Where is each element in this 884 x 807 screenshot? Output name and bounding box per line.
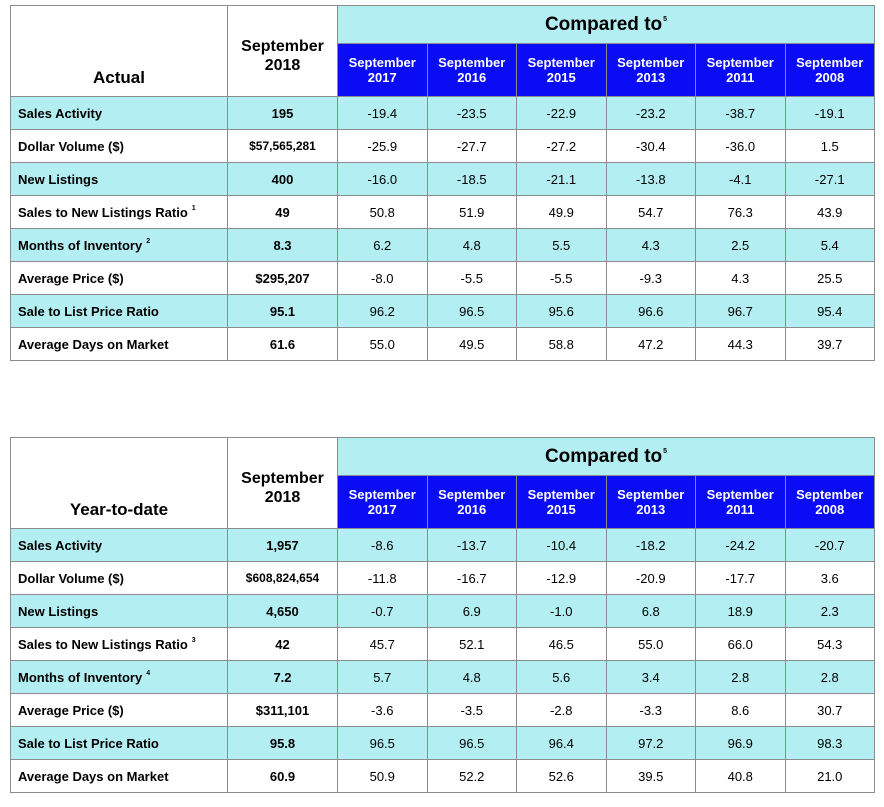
- comparison-value: 44.3: [696, 328, 786, 361]
- comparison-value: 5.5: [517, 229, 607, 262]
- table-row: [11, 529, 875, 562]
- comparison-value: -11.8: [338, 562, 428, 595]
- comparison-year: 2013: [636, 502, 666, 517]
- row-label: [11, 661, 228, 694]
- comparison-value: -17.7: [696, 562, 786, 595]
- row-label-text: Sales Activity: [18, 105, 103, 121]
- comparison-value: -27.1: [785, 163, 875, 196]
- row-label: [11, 130, 228, 163]
- comparison-value: 40.8: [696, 760, 786, 793]
- comparison-month: September: [796, 487, 864, 502]
- comparison-year: 2011: [726, 70, 755, 85]
- comparison-year-header: [517, 476, 607, 529]
- row-label-text: Months of Inventory: [18, 669, 143, 685]
- comparison-year: 2017: [367, 502, 397, 517]
- comparison-value: -20.7: [785, 529, 875, 562]
- comparison-value: -19.1: [785, 97, 875, 130]
- comparison-value: -25.9: [338, 130, 428, 163]
- comparison-month: September: [527, 487, 595, 502]
- row-label-text: New Listings: [18, 603, 99, 619]
- comparison-year-header: [517, 44, 607, 97]
- comparison-value: -38.7: [696, 97, 786, 130]
- comparison-value: 5.4: [785, 229, 875, 262]
- comparison-month: September: [527, 55, 595, 70]
- table-title: Actual: [11, 6, 228, 97]
- actual-stats-table: [10, 5, 875, 361]
- comparison-month: September: [348, 487, 416, 502]
- comparison-value: 4.8: [427, 229, 517, 262]
- comparison-value: -3.3: [606, 694, 696, 727]
- comparison-value: 95.6: [517, 295, 607, 328]
- comparison-value: 97.2: [606, 727, 696, 760]
- comparison-value: 5.6: [517, 661, 607, 694]
- current-value: 61.6: [228, 328, 338, 361]
- row-label: [11, 163, 228, 196]
- comparison-year-header: [338, 44, 428, 97]
- footnote-marker: 3: [191, 636, 196, 644]
- row-label-text: Sales to New Listings Ratio: [18, 204, 188, 220]
- row-label-text: Dollar Volume ($): [18, 138, 124, 154]
- comparison-value: -8.6: [338, 529, 428, 562]
- current-value: 42: [228, 628, 338, 661]
- current-value: 95.8: [228, 727, 338, 760]
- comparison-value: -4.1: [696, 163, 786, 196]
- comparison-value: 5.7: [338, 661, 428, 694]
- comparison-value: 3.6: [785, 562, 875, 595]
- table-row: [11, 760, 875, 793]
- footnote-marker: 5: [663, 447, 668, 455]
- header-row: [11, 6, 875, 44]
- comparison-month: September: [617, 487, 685, 502]
- comparison-value: 50.9: [338, 760, 428, 793]
- comparison-year: 2016: [457, 70, 487, 85]
- comparison-value: 76.3: [696, 196, 786, 229]
- table-row: [11, 727, 875, 760]
- comparison-value: -5.5: [427, 262, 517, 295]
- comparison-value: -20.9: [606, 562, 696, 595]
- comparison-value: 96.2: [338, 295, 428, 328]
- comparison-value: 25.5: [785, 262, 875, 295]
- comparison-value: -10.4: [517, 529, 607, 562]
- current-value: 7.2: [228, 661, 338, 694]
- footnote-marker: 5: [663, 15, 668, 23]
- comparison-value: 6.9: [427, 595, 517, 628]
- row-label-text: Months of Inventory: [18, 237, 143, 253]
- comparison-month: September: [438, 55, 506, 70]
- row-label-text: Sale to List Price Ratio: [18, 735, 159, 751]
- table-row: [11, 628, 875, 661]
- comparison-year-header: [785, 476, 875, 529]
- comparison-value: 52.6: [517, 760, 607, 793]
- current-value: 1,957: [228, 529, 338, 562]
- comparison-value: 54.3: [785, 628, 875, 661]
- table-row: [11, 694, 875, 727]
- footnote-marker: 2: [146, 237, 151, 245]
- comparison-month: September: [617, 55, 685, 70]
- comparison-value: 45.7: [338, 628, 428, 661]
- comparison-month: September: [348, 55, 416, 70]
- table-row: [11, 163, 875, 196]
- comparison-value: 96.5: [427, 295, 517, 328]
- comparison-value: 2.8: [785, 661, 875, 694]
- comparison-value: 6.2: [338, 229, 428, 262]
- current-value: 60.9: [228, 760, 338, 793]
- row-label-text: Sales to New Listings Ratio: [18, 636, 188, 652]
- current-value: $295,207: [228, 262, 338, 295]
- comparison-value: -1.0: [517, 595, 607, 628]
- header-row: [11, 438, 875, 476]
- comparison-value: 52.1: [427, 628, 517, 661]
- row-label-text: Dollar Volume ($): [18, 570, 124, 586]
- row-label: [11, 628, 228, 661]
- table-row: [11, 130, 875, 163]
- comparison-value: 30.7: [785, 694, 875, 727]
- comparison-year: 2016: [457, 502, 487, 517]
- compared-to-title: Compared to: [544, 445, 663, 467]
- table-row: [11, 595, 875, 628]
- table-row: [11, 562, 875, 595]
- current-period-header: [228, 6, 338, 97]
- comparison-value: -27.2: [517, 130, 607, 163]
- comparison-value: -3.6: [338, 694, 428, 727]
- current-value: $608,824,654: [228, 562, 338, 595]
- footnote-marker: 1: [191, 204, 196, 212]
- comparison-year: 2015: [546, 70, 576, 85]
- comparison-value: -16.7: [427, 562, 517, 595]
- comparison-year-header: [606, 44, 696, 97]
- comparison-year: 2008: [815, 70, 845, 85]
- current-period-header: [228, 438, 338, 529]
- comparison-value: -12.9: [517, 562, 607, 595]
- row-label: [11, 295, 228, 328]
- comparison-year-header: [606, 476, 696, 529]
- comparison-year-header: [696, 476, 786, 529]
- row-label: [11, 694, 228, 727]
- comparison-value: 3.4: [606, 661, 696, 694]
- comparison-value: 6.8: [606, 595, 696, 628]
- row-label: [11, 328, 228, 361]
- current-value: $57,565,281: [228, 130, 338, 163]
- table-row: [11, 262, 875, 295]
- comparison-value: -13.8: [606, 163, 696, 196]
- comparison-value: -22.9: [517, 97, 607, 130]
- comparison-value: 55.0: [606, 628, 696, 661]
- current-value: 8.3: [228, 229, 338, 262]
- comparison-value: 21.0: [785, 760, 875, 793]
- table-row: [11, 229, 875, 262]
- comparison-value: 39.7: [785, 328, 875, 361]
- comparison-value: -36.0: [696, 130, 786, 163]
- row-label: [11, 229, 228, 262]
- row-label: [11, 760, 228, 793]
- comparison-value: -9.3: [606, 262, 696, 295]
- row-label: [11, 262, 228, 295]
- row-label: [11, 562, 228, 595]
- comparison-year: 2017: [367, 70, 397, 85]
- comparison-value: 96.5: [427, 727, 517, 760]
- comparison-value: -18.5: [427, 163, 517, 196]
- table-row: [11, 97, 875, 130]
- comparison-year-header: [338, 476, 428, 529]
- comparison-value: 98.3: [785, 727, 875, 760]
- comparison-value: 96.6: [606, 295, 696, 328]
- year-to-date-stats-table: [10, 437, 875, 793]
- footnote-marker: 4: [146, 669, 151, 677]
- row-label: [11, 595, 228, 628]
- comparison-year-header: [427, 476, 517, 529]
- comparison-value: 58.8: [517, 328, 607, 361]
- row-label-text: Sale to List Price Ratio: [18, 303, 159, 319]
- comparison-value: 96.7: [696, 295, 786, 328]
- comparison-value: 54.7: [606, 196, 696, 229]
- comparison-value: -27.7: [427, 130, 517, 163]
- comparison-value: -23.5: [427, 97, 517, 130]
- current-value: 4,650: [228, 595, 338, 628]
- comparison-value: 49.5: [427, 328, 517, 361]
- comparison-value: -3.5: [427, 694, 517, 727]
- comparison-value: -13.7: [427, 529, 517, 562]
- comparison-value: -16.0: [338, 163, 428, 196]
- comparison-value: 4.3: [606, 229, 696, 262]
- current-year: 2018: [264, 57, 301, 74]
- comparison-month: September: [796, 55, 864, 70]
- comparison-month: September: [438, 487, 506, 502]
- comparison-value: 39.5: [606, 760, 696, 793]
- comparison-year: 2008: [815, 502, 845, 517]
- comparison-value: -5.5: [517, 262, 607, 295]
- current-value: 49: [228, 196, 338, 229]
- row-label-text: Average Days on Market: [18, 336, 169, 352]
- comparison-value: 8.6: [696, 694, 786, 727]
- table-row: [11, 661, 875, 694]
- comparison-value: 43.9: [785, 196, 875, 229]
- comparison-value: 96.4: [517, 727, 607, 760]
- comparison-year-header: [785, 44, 875, 97]
- row-label-text: New Listings: [18, 171, 99, 187]
- comparison-value: 2.8: [696, 661, 786, 694]
- comparison-value: 66.0: [696, 628, 786, 661]
- row-label-text: Average Price ($): [18, 702, 124, 718]
- comparison-value: -30.4: [606, 130, 696, 163]
- comparison-value: -24.2: [696, 529, 786, 562]
- current-month: September: [241, 38, 324, 55]
- current-value: 95.1: [228, 295, 338, 328]
- comparison-month: September: [706, 55, 774, 70]
- comparison-value: 47.2: [606, 328, 696, 361]
- current-value: $311,101: [228, 694, 338, 727]
- comparison-value: 4.3: [696, 262, 786, 295]
- comparison-value: 55.0: [338, 328, 428, 361]
- comparison-month: September: [706, 487, 774, 502]
- comparison-value: 50.8: [338, 196, 428, 229]
- row-label: [11, 727, 228, 760]
- compared-to-header: [338, 6, 875, 44]
- compared-to-title: Compared to: [544, 13, 663, 35]
- table-title: Year-to-date: [11, 438, 228, 529]
- comparison-value: -0.7: [338, 595, 428, 628]
- row-label: [11, 196, 228, 229]
- comparison-year-header: [427, 44, 517, 97]
- comparison-value: 1.5: [785, 130, 875, 163]
- comparison-value: -2.8: [517, 694, 607, 727]
- row-label-text: Average Days on Market: [18, 768, 169, 784]
- row-label: [11, 529, 228, 562]
- row-label-text: Sales Activity: [18, 537, 103, 553]
- comparison-year: 2011: [726, 502, 755, 517]
- comparison-value: 4.8: [427, 661, 517, 694]
- current-value: 400: [228, 163, 338, 196]
- table-row: [11, 295, 875, 328]
- comparison-value: 96.5: [338, 727, 428, 760]
- table-row: [11, 196, 875, 229]
- comparison-value: 52.2: [427, 760, 517, 793]
- comparison-value: -21.1: [517, 163, 607, 196]
- comparison-value: -18.2: [606, 529, 696, 562]
- comparison-year: 2015: [546, 502, 576, 517]
- table-row: [11, 328, 875, 361]
- row-label: [11, 97, 228, 130]
- comparison-value: -19.4: [338, 97, 428, 130]
- comparison-value: 18.9: [696, 595, 786, 628]
- comparison-value: 2.5: [696, 229, 786, 262]
- comparison-value: -8.0: [338, 262, 428, 295]
- comparison-value: 96.9: [696, 727, 786, 760]
- comparison-value: 95.4: [785, 295, 875, 328]
- comparison-value: 46.5: [517, 628, 607, 661]
- current-month: September: [241, 470, 324, 487]
- comparison-year-header: [696, 44, 786, 97]
- compared-to-header: [338, 438, 875, 476]
- current-value: 195: [228, 97, 338, 130]
- comparison-value: 51.9: [427, 196, 517, 229]
- comparison-value: 2.3: [785, 595, 875, 628]
- row-label-text: Average Price ($): [18, 270, 124, 286]
- comparison-value: 49.9: [517, 196, 607, 229]
- current-year: 2018: [264, 489, 301, 506]
- comparison-year: 2013: [636, 70, 666, 85]
- comparison-value: -23.2: [606, 97, 696, 130]
